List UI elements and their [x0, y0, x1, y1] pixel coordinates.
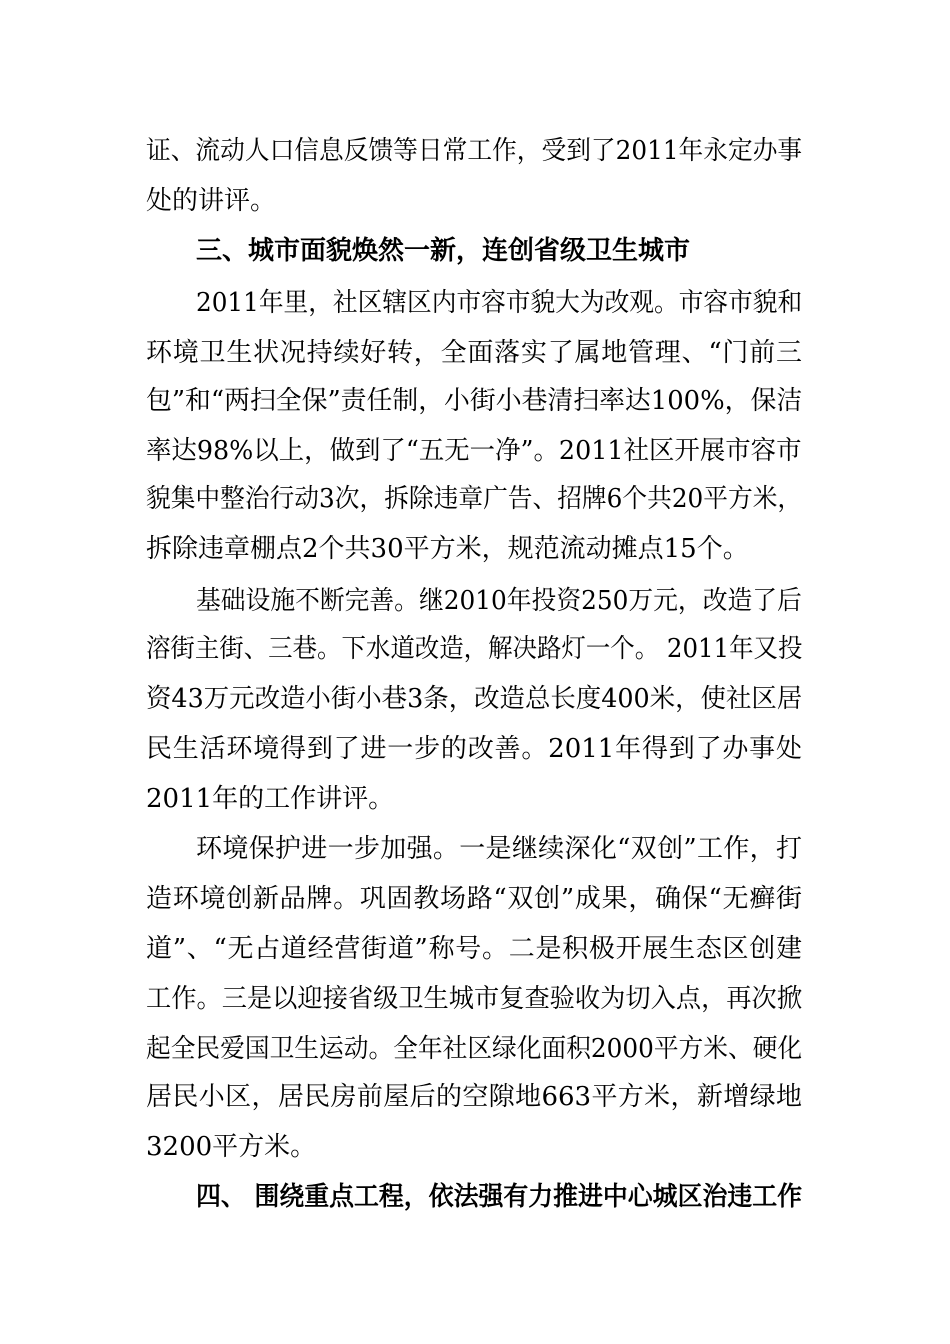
- paragraph-line: 道”、“无占道经营街道”称号。二是积极开展生态区创建: [146, 934, 802, 964]
- paragraph-line: 起全民爱国卫生运动。全年社区绿化面积2000平方米、硬化: [146, 1034, 803, 1064]
- paragraph-line: 环境保护进一步加强。一是继续深化“双创”工作，打: [196, 834, 802, 864]
- paragraph-line: 2011年的工作讲评。: [146, 784, 395, 814]
- paragraph-line: 造环境创新品牌。巩固教场路“双创”成果，确保“无癣街: [146, 884, 802, 914]
- paragraph-line: 资43万元改造小街小巷3条，改造总长度400米，使社区居: [146, 684, 803, 714]
- paragraph-line: 民生活环境得到了进一步的改善。2011年得到了办事处: [146, 734, 802, 764]
- paragraph-line: 工作。三是以迎接省级卫生城市复查验收为切入点，再次掀: [146, 984, 803, 1014]
- paragraph-line: 率达98%以上，做到了“五无一净”。2011社区开展市容市: [146, 436, 802, 466]
- paragraph-line: 包”和“两扫全保”责任制，小街小巷清扫率达100%，保洁: [146, 386, 803, 416]
- section-heading: 四、 围绕重点工程，依法强有力推进中心城区治违工作: [196, 1182, 803, 1212]
- section-heading: 三、城市面貌焕然一新，连创省级卫生城市: [196, 236, 691, 266]
- paragraph-line: 溶街主街、三巷。下水道改造，解决路灯一个。 2011年又投: [146, 634, 803, 664]
- paragraph-line: 3200平方米。: [146, 1132, 317, 1162]
- paragraph-line: 居民小区，居民房前屋后的空隙地663平方米，新增绿地: [146, 1082, 802, 1112]
- paragraph-line: 证、流动人口信息反馈等日常工作，受到了2011年永定办事: [146, 136, 803, 166]
- paragraph-line: 基础设施不断完善。继2010年投资250万元，改造了后: [196, 586, 802, 616]
- paragraph-line: 环境卫生状况持续好转，全面落实了属地管理、“门前三: [146, 338, 802, 368]
- paragraph-line: 2011年里，社区辖区内市容市貌大为改观。市容市貌和: [196, 288, 803, 318]
- paragraph-line: 拆除违章棚点2个共30平方米，规范流动摊点15个。: [146, 534, 749, 564]
- paragraph-line: 貌集中整治行动3次，拆除违章广告、招牌6个共20平方米，: [146, 484, 803, 514]
- paragraph-line: 处的讲评。: [146, 186, 277, 216]
